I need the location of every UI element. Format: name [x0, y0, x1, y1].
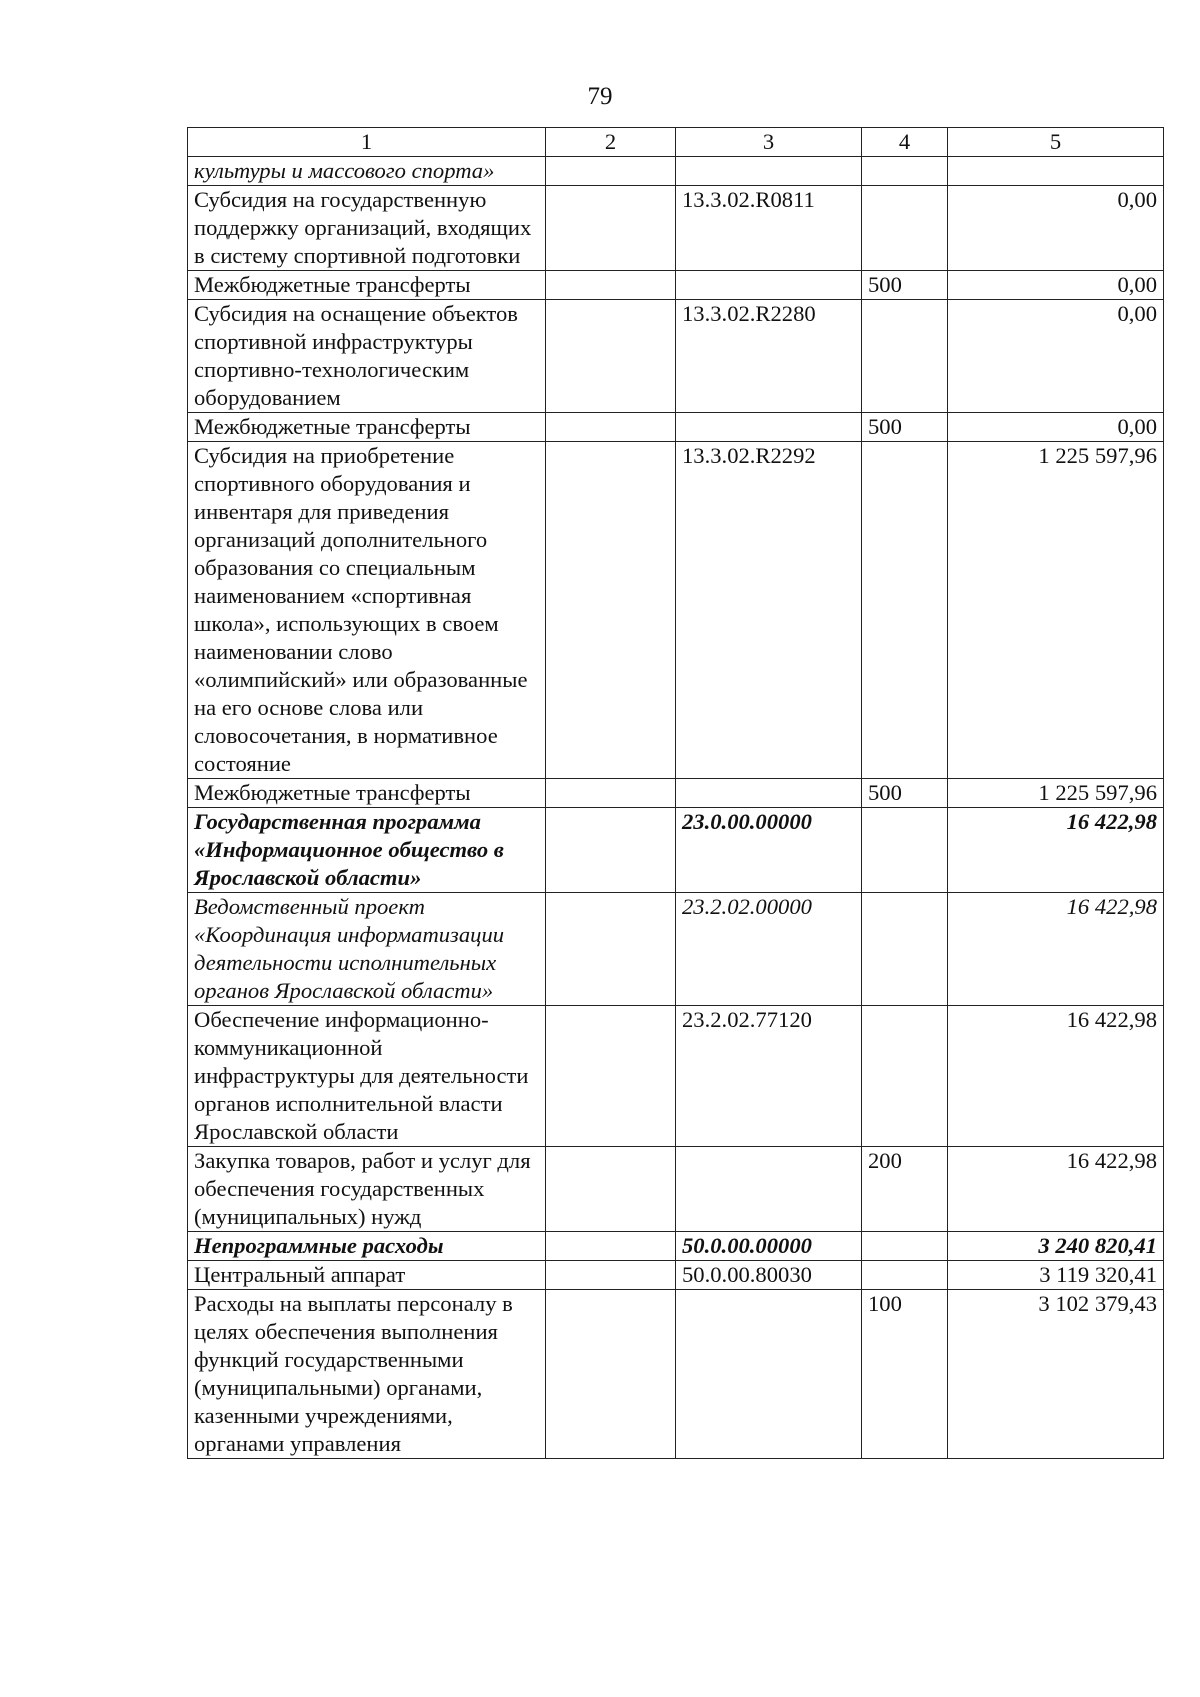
row-amount-cell: 1 225 597,96: [948, 442, 1164, 779]
row-column-2-cell: [546, 893, 676, 1006]
row-column-2-cell: [546, 1147, 676, 1232]
row-expense-type-cell: [862, 808, 948, 893]
row-name-cell: Государственная программа «Информационное общество в Ярославской области»: [188, 808, 546, 893]
table-row: [188, 442, 1164, 779]
row-code-cell: [676, 1147, 862, 1232]
row-name-cell: Ведомственный проект «Координация информатизации деятельности исполнительных органов Ярославской области»: [188, 893, 546, 1006]
row-column-2-cell: [546, 1232, 676, 1261]
budget-table: [187, 127, 1164, 1459]
row-expense-type-cell: [862, 1261, 948, 1290]
row-column-2-cell: [546, 413, 676, 442]
row-code-cell: 50.0.00.00000: [676, 1232, 862, 1261]
table-header-row: [188, 128, 1164, 157]
row-amount-cell: 16 422,98: [948, 808, 1164, 893]
row-amount-cell: 16 422,98: [948, 1147, 1164, 1232]
header-cell-1: 1: [188, 128, 546, 157]
header-cell-5: 5: [948, 128, 1164, 157]
row-code-cell: 13.3.02.R2280: [676, 300, 862, 413]
row-amount-cell: 3 119 320,41: [948, 1261, 1164, 1290]
row-name-cell: Субсидия на государственную поддержку организаций, входящих в систему спортивной подготовки: [188, 186, 546, 271]
row-expense-type-cell: 200: [862, 1147, 948, 1232]
table-row: [188, 1290, 1164, 1459]
row-expense-type-cell: [862, 157, 948, 186]
row-column-2-cell: [546, 1006, 676, 1147]
row-amount-cell: [948, 157, 1164, 186]
row-name-cell: культуры и массового спорта»: [188, 157, 546, 186]
row-expense-type-cell: [862, 1232, 948, 1261]
row-code-cell: [676, 1290, 862, 1459]
row-name-cell: Закупка товаров, работ и услуг для обеспечения государственных (муниципальных) нужд: [188, 1147, 546, 1232]
row-expense-type-cell: 500: [862, 271, 948, 300]
row-expense-type-cell: 500: [862, 779, 948, 808]
header-cell-4: 4: [862, 128, 948, 157]
row-code-cell: 23.2.02.77120: [676, 1006, 862, 1147]
row-column-2-cell: [546, 157, 676, 186]
row-column-2-cell: [546, 1261, 676, 1290]
row-amount-cell: 0,00: [948, 300, 1164, 413]
row-code-cell: [676, 779, 862, 808]
row-column-2-cell: [546, 779, 676, 808]
row-amount-cell: 16 422,98: [948, 1006, 1164, 1147]
table-row: [188, 271, 1164, 300]
row-column-2-cell: [546, 442, 676, 779]
row-amount-cell: 16 422,98: [948, 893, 1164, 1006]
row-code-cell: 50.0.00.80030: [676, 1261, 862, 1290]
row-expense-type-cell: [862, 442, 948, 779]
header-cell-3: 3: [676, 128, 862, 157]
table-row: [188, 893, 1164, 1006]
row-expense-type-cell: [862, 893, 948, 1006]
row-name-cell: Межбюджетные трансферты: [188, 779, 546, 808]
row-amount-cell: 0,00: [948, 186, 1164, 271]
table-row: [188, 1232, 1164, 1261]
row-amount-cell: 0,00: [948, 271, 1164, 300]
row-expense-type-cell: 500: [862, 413, 948, 442]
row-name-cell: Расходы на выплаты персоналу в целях обеспечения выполнения функций государственными (муниципальными) органами, казенными учреждениями, органами управления: [188, 1290, 546, 1459]
row-code-cell: 13.3.02.R0811: [676, 186, 862, 271]
table-row: [188, 413, 1164, 442]
row-expense-type-cell: [862, 186, 948, 271]
row-name-cell: Обеспечение информационно-коммуникационной инфраструктуры для деятельности органов исполнительной власти Ярославской области: [188, 1006, 546, 1147]
table-row: [188, 300, 1164, 413]
row-amount-cell: 0,00: [948, 413, 1164, 442]
row-amount-cell: 3 102 379,43: [948, 1290, 1164, 1459]
row-name-cell: Субсидия на приобретение спортивного оборудования и инвентаря для приведения организаций дополнительного образования со специальным наименованием «спортивная школа», использующих в своем наименовании слово «олимпийский» или образованные на его основе слова или словосочетания, в нормативное состояние: [188, 442, 546, 779]
table-row: [188, 1147, 1164, 1232]
row-name-cell: Субсидия на оснащение объектов спортивной инфраструктуры спортивно-технологическим оборудованием: [188, 300, 546, 413]
budget-table-body: [188, 128, 1164, 1459]
row-amount-cell: 1 225 597,96: [948, 779, 1164, 808]
row-column-2-cell: [546, 808, 676, 893]
table-row: [188, 186, 1164, 271]
row-code-cell: 23.0.00.00000: [676, 808, 862, 893]
row-name-cell: Непрограммные расходы: [188, 1232, 546, 1261]
row-column-2-cell: [546, 271, 676, 300]
row-expense-type-cell: [862, 300, 948, 413]
table-row: [188, 1261, 1164, 1290]
row-column-2-cell: [546, 300, 676, 413]
page-number: 79: [587, 83, 613, 110]
row-name-cell: Межбюджетные трансферты: [188, 271, 546, 300]
row-expense-type-cell: 100: [862, 1290, 948, 1459]
table-row: [188, 157, 1164, 186]
row-column-2-cell: [546, 186, 676, 271]
table-row: [188, 779, 1164, 808]
row-expense-type-cell: [862, 1006, 948, 1147]
row-name-cell: Межбюджетные трансферты: [188, 413, 546, 442]
row-column-2-cell: [546, 1290, 676, 1459]
header-cell-2: 2: [546, 128, 676, 157]
table-row: [188, 808, 1164, 893]
row-code-cell: [676, 413, 862, 442]
table-row: [188, 1006, 1164, 1147]
row-name-cell: Центральный аппарат: [188, 1261, 546, 1290]
row-code-cell: 23.2.02.00000: [676, 893, 862, 1006]
row-amount-cell: 3 240 820,41: [948, 1232, 1164, 1261]
row-code-cell: [676, 157, 862, 186]
row-code-cell: 13.3.02.R2292: [676, 442, 862, 779]
row-code-cell: [676, 271, 862, 300]
